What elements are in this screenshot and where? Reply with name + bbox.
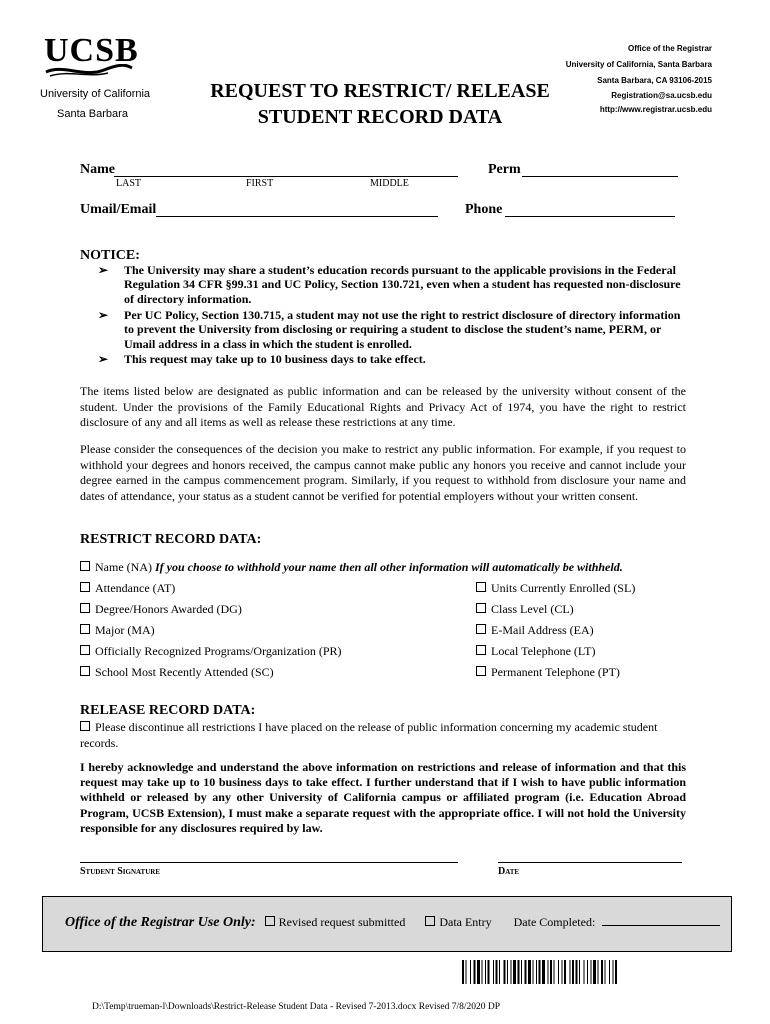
checkbox-icon[interactable] [265,916,275,926]
office-email[interactable]: Registration@sa.ucsb.edu [611,91,712,100]
file-path-footer: D:\Temp\trueman-l\Downloads\Restrict-Release Student Data - Revised 7-2013.docx Revised 7/8/2020 DP [92,1002,501,1012]
campus-name: Santa Barbara [57,108,128,120]
date-label: Date [498,866,520,877]
perm-label: Perm [488,162,521,177]
restrict-option-left[interactable]: Officially Recognized Programs/Organization (PR) [80,644,342,659]
checkbox-icon[interactable] [425,916,435,926]
checkbox-icon[interactable] [80,624,90,634]
notice-item: ➢ The University may share a student’s education records pursuant to the applicable provisions in the Federal Regulation 34 CFR §99.31 and UC Policy, Section 130.721, even when a student has requested non-disclosure of directory information. [98,263,681,306]
checkbox-icon[interactable] [476,603,486,613]
restrict-option-left[interactable]: Attendance (AT) [80,581,175,596]
acknowledgement-text: I hereby acknowledge and understand the above information on restrictions and release of information and that this request may take up to 10 business days to take effect. I further understand that if I wish to have public information withheld or released by any other University of California campus or affiliated program (i.e. Education Abroad Program, UCSB Extension), I must make a separate request with the appropriate office. I will not hold the University responsible for any disclosures required by law. [80,760,686,835]
checkbox-icon[interactable] [80,561,90,571]
first-label: FIRST [246,178,274,189]
phone-label: Phone [465,202,503,217]
notice-list [80,263,690,368]
restrict-heading: RESTRICT RECORD DATA: [80,532,262,547]
last-label: LAST [116,178,141,189]
consequences-paragraph: Please consider the consequences of the decision you make to restrict any public information. For example, if you request to withhold your degrees and honors received, the campus cannot make public any honors you receive and cannot include your degree earned in the campus commencement program. Similarly, if you request to withhold from disclosure your name and dates of attendance, your status as a student cannot be verified for potential employers without your written consent. [80,442,686,503]
notice-item: ➢ Per UC Policy, Section 130.715, a student may not use the right to restrict disclosure of directory information to prevent the University from disclosing or requiring a student to disclose the student’s name, PERM, or Umail address in a class in which the student is enrolled. [98,307,681,351]
restrict-option-left[interactable]: Degree/Honors Awarded (DG) [80,602,242,617]
arrow-bullet-icon: ➢ [98,307,109,322]
notice-item: ➢ This request may take up to 10 business days to take effect. [98,352,426,367]
checkbox-icon[interactable] [476,666,486,676]
restrict-name-checkbox[interactable]: Name (NA) If you choose to withhold your name then all other information will automatically be withheld. [80,560,623,575]
restrict-option-right[interactable]: Class Level (CL) [476,602,574,617]
name-input-line[interactable] [114,176,458,177]
restrict-option-left[interactable]: School Most Recently Attended (SC) [80,665,274,680]
checkbox-icon[interactable] [80,666,90,676]
arrow-bullet-icon: ➢ [98,352,109,367]
office-university: University of California, Santa Barbara [565,60,712,69]
middle-label: MIDDLE [370,178,409,189]
ucsb-logo-text: UCSB [44,32,139,69]
office-address: Santa Barbara, CA 93106-2015 [597,76,712,85]
restrict-option-right[interactable]: E-Mail Address (EA) [476,623,594,638]
phone-input-line[interactable] [505,216,675,217]
university-name: University of California [40,88,151,100]
office-use-row [65,915,720,931]
student-signature-label: Student Signature [80,866,161,877]
data-entry-label: Data Entry [439,915,492,929]
umail-label: Umail/Email [80,202,157,217]
arrow-bullet-icon: ➢ [98,263,109,277]
office-url[interactable]: http://www.registrar.ucsb.edu [599,105,712,114]
notice-heading: NOTICE: [80,248,140,263]
restrict-option-right[interactable]: Units Currently Enrolled (SL) [476,581,635,596]
restrict-option-right[interactable]: Local Telephone (LT) [476,644,595,659]
restrict-option-left[interactable]: Major (MA) [80,623,155,638]
signature-line[interactable] [80,862,458,863]
checkbox-icon[interactable] [476,645,486,655]
name-warning: If you choose to withhold your name then all other information will automatically be withheld. [154,560,623,574]
date-line[interactable] [498,862,682,863]
title-line-2: STUDENT RECORD DATA [257,106,503,128]
page-title [190,78,570,130]
barcode-icon [462,960,722,984]
umail-input-line[interactable] [156,216,438,217]
checkbox-icon[interactable] [80,582,90,592]
release-option[interactable]: Please discontinue all restrictions I have placed on the release of public information concerning my academic student records. [80,720,658,750]
office-use-box [42,896,732,952]
title-line-1: REQUEST TO RESTRICT/ RELEASE [210,80,550,102]
date-completed-line[interactable] [602,925,720,926]
name-label: Name [80,162,115,177]
checkbox-icon[interactable] [476,582,486,592]
public-info-paragraph: The items listed below are designated as public information and can be released by the university without consent of the student. Under the provisions of the Family Educational Rights and Privacy Act of 1974, you have the right to restrict disclosure of any and all items as well as release these restrictions at any time. [80,384,686,430]
date-completed-label: Date Completed: [513,915,596,929]
checkbox-icon[interactable] [80,721,90,731]
ucsb-wave-icon [44,64,134,78]
perm-input-line[interactable] [522,176,678,177]
restrict-option-right[interactable]: Permanent Telephone (PT) [476,665,620,680]
checkbox-icon[interactable] [80,645,90,655]
checkbox-icon[interactable] [476,624,486,634]
office-use-title: Office of the Registrar Use Only: [65,915,256,930]
release-heading: RELEASE RECORD DATA: [80,703,256,718]
checkbox-icon[interactable] [80,603,90,613]
revised-request-label: Revised request submitted [278,915,406,929]
office-name: Office of the Registrar [627,44,712,53]
